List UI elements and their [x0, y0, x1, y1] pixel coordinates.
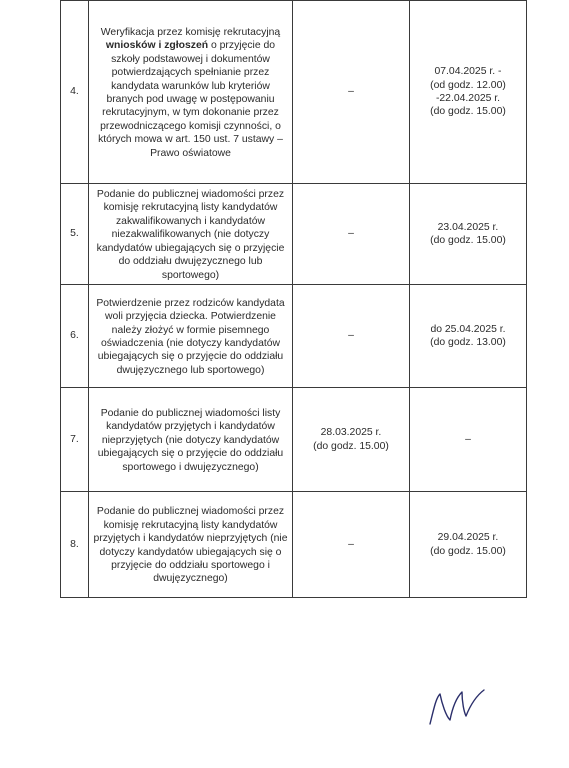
supplementary-term-date: do 25.04.2025 r. (do godz. 13.00): [410, 285, 527, 388]
first-term-date: –: [293, 184, 410, 285]
table-row: [61, 492, 527, 598]
recruitment-schedule-table: [60, 0, 527, 598]
row-number: 7.: [61, 388, 89, 492]
stage-description-text: Podanie do publicznej wiadomości przez komisję rekrutacyjną listy kandydatów zakwalifikowanych i kandydatów niezakwalifikowanych (nie dotyczy kandydatów ubiegających się o przyjęcie do oddziału dwujęzycznego lub sportowego): [96, 189, 285, 281]
stage-description-part: Weryfikacja przez komisję rekrutacyjną: [100, 26, 281, 38]
supplementary-term-date: –: [410, 388, 527, 492]
first-term-date: –: [293, 285, 410, 388]
row-number: 8.: [61, 492, 89, 598]
table-row: [61, 285, 527, 388]
table-row: [61, 1, 527, 184]
first-term-date: –: [293, 1, 410, 184]
stage-description-text: [93, 24, 288, 160]
stage-description: [89, 184, 293, 285]
row-number: 4.: [61, 1, 89, 184]
stage-description: [89, 492, 293, 598]
row-number: 6.: [61, 285, 89, 388]
table-row: [61, 388, 527, 492]
stage-description-part: o przyjęcie do szkoły podstawowej i dokumentów potwierdzających spełnianie przez kandydata warunków lub kryteriów branych pod uwagę w postępowaniu rekrutacyjnym, w tym dokonanie przez przewodniczącego komisji czynności, o których mowa w art. 150 ust. 7 ustawy – Prawo oświatowe: [98, 40, 283, 159]
supplementary-term-date: 23.04.2025 r. (do godz. 15.00): [410, 184, 527, 285]
table-row: [61, 184, 527, 285]
stage-description-text: Potwierdzenie przez rodziców kandydata woli przyjęcia dziecka. Potwierdzenie należy złożyć w formie pisemnego oświadczenia (nie dotyczy kandydatów ubiegających się o przyjęcie do oddziału dwujęzycznego lub sportowego): [96, 297, 285, 376]
stage-description-text: Podanie do publicznej wiadomości przez komisję rekrutacyjną listy kandydatów przyjętych i kandydatów nieprzyjętych (nie dotyczy kandydatów ubiegających się o przyjęcie do oddziału sportowego i dwujęzycznego): [93, 506, 288, 585]
stage-description: [89, 285, 293, 388]
supplementary-term-date: 29.04.2025 r. (do godz. 15.00): [410, 492, 527, 598]
row-number: 5.: [61, 184, 89, 285]
handwritten-signature: [426, 686, 490, 730]
stage-description: [89, 1, 293, 184]
stage-description-text: Podanie do publicznej wiadomości listy kandydatów przyjętych i kandydatów nieprzyjętych (nie dotyczy kandydatów ubiegających się o przyjęcie do oddziału sportowego i dwujęzycznego): [97, 407, 284, 473]
first-term-date: 28.03.2025 r. (do godz. 15.00): [293, 388, 410, 492]
stage-description: [89, 388, 293, 492]
stage-description-bold: wniosków i zgłoszeń: [105, 40, 209, 52]
first-term-date: –: [293, 492, 410, 598]
supplementary-term-date: 07.04.2025 r. - (od godz. 12.00) -22.04.2025 r. (do godz. 15.00): [410, 1, 527, 184]
